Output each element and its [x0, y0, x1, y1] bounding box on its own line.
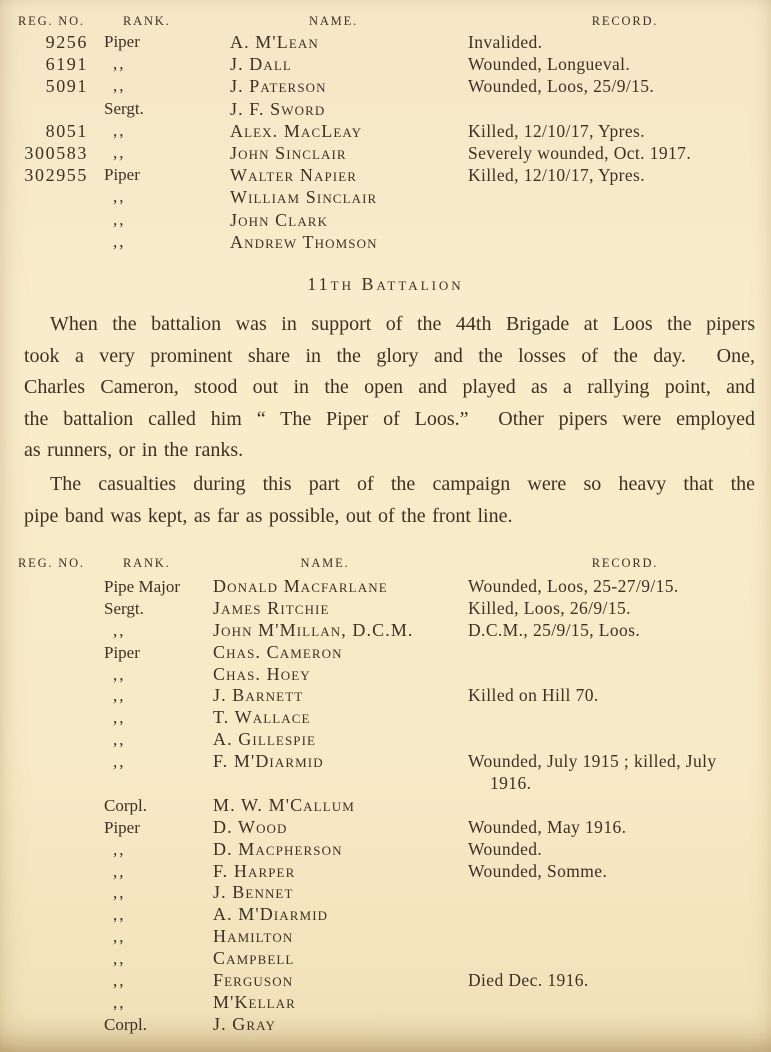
pipers-roster-table-1 — [0, 11, 771, 253]
paragraph-line: The casualties during this part of the campaign were so heavy that the — [50, 473, 755, 495]
rank-cell: ,, — [113, 949, 126, 969]
name-cell: A. Gillespie — [213, 729, 317, 750]
rank-cell: ,, — [113, 708, 126, 728]
name-cell: F. M'Diarmid — [213, 751, 324, 772]
reg-no-cell — [0, 861, 100, 883]
record-cell — [465, 948, 771, 970]
rank-cell: ,, — [113, 142, 126, 162]
table-row — [0, 817, 771, 839]
record-cell: Wounded, Longueval. — [468, 54, 631, 75]
reg-no-cell — [0, 231, 100, 253]
table-row — [0, 98, 771, 120]
rank-cell: ,, — [113, 231, 126, 251]
reg-no-cell — [0, 729, 100, 751]
name-cell: D. Macpherson — [213, 838, 343, 859]
record-cell — [465, 186, 771, 208]
reg-no-cell — [0, 620, 100, 642]
name-cell: Ferguson — [213, 970, 294, 991]
rank-cell: Corpl. — [104, 1014, 147, 1034]
record-cell — [465, 642, 771, 664]
record-cell: Killed, 12/10/17, Ypres. — [468, 120, 645, 141]
rank-cell: ,, — [113, 120, 126, 140]
record-cell — [465, 729, 771, 751]
rank-header: RANK. — [123, 556, 171, 570]
table-row — [0, 795, 771, 817]
record-cell — [465, 992, 771, 1014]
table-row — [0, 231, 771, 253]
name-cell: Hamilton — [213, 926, 294, 947]
reg-no-cell — [0, 642, 100, 664]
table-row — [0, 31, 771, 53]
record-cell: Severely wounded, Oct. 1917. — [468, 142, 692, 163]
name-cell: J. F. Sword — [230, 98, 326, 119]
name-cell: James Ritchie — [213, 597, 330, 618]
table-row — [0, 664, 771, 686]
reg-no-header: REG. NO. — [18, 556, 85, 570]
name-cell — [210, 773, 465, 795]
reg-no-header: REG. NO. — [18, 14, 85, 28]
record-cell — [465, 882, 771, 904]
record-cell — [465, 707, 771, 729]
reg-no-cell — [0, 664, 100, 686]
record-cell: Wounded, Loos, 25-27/9/15. — [468, 576, 679, 596]
reg-no-cell — [0, 795, 100, 817]
table-row — [0, 120, 771, 142]
rank-cell: ,, — [113, 54, 126, 74]
name-cell: Chas. Cameron — [213, 641, 343, 662]
rank-cell: ,, — [113, 992, 126, 1012]
table-row — [0, 729, 771, 751]
name-header: NAME. — [309, 14, 358, 28]
name-cell: J. Barnett — [213, 685, 304, 706]
reg-no-cell — [0, 992, 100, 1014]
name-cell: Walter Napier — [230, 165, 358, 186]
name-cell: M'Kellar — [213, 991, 296, 1012]
reg-no-cell — [0, 186, 100, 208]
rank-cell: Piper — [104, 642, 140, 662]
name-cell: J. Paterson — [230, 76, 327, 97]
table-row — [0, 861, 771, 883]
reg-no-cell — [0, 751, 100, 773]
rank-cell: ,, — [113, 861, 126, 881]
paragraph-line: pipe band was kept, as far as possible, out of the front line. — [24, 504, 513, 527]
rank-cell — [100, 773, 210, 795]
record-cell: Invalided. — [468, 32, 543, 52]
table-row — [0, 707, 771, 729]
table-row — [0, 53, 771, 75]
rank-header: RANK. — [123, 14, 171, 28]
rank-cell: Corpl. — [104, 795, 147, 815]
name-cell: Andrew Thomson — [230, 231, 378, 252]
record-cell: Killed, Loos, 26/9/15. — [468, 597, 631, 618]
table-row — [0, 620, 771, 642]
reg-no-cell: 302955 — [24, 165, 88, 186]
reg-no-cell: 5091 — [45, 76, 88, 97]
rank-cell: Piper — [104, 817, 140, 837]
rank-cell: ,, — [113, 76, 126, 96]
reg-no-cell — [0, 685, 100, 707]
record-cell: Killed, 12/10/17, Ypres. — [468, 165, 645, 186]
name-cell: A. M'Lean — [230, 32, 319, 52]
record-cell: 1916. — [490, 773, 532, 794]
table-row — [0, 598, 771, 620]
table-row — [0, 186, 771, 208]
rank-cell: Pipe Major — [104, 577, 181, 596]
name-cell: William Sinclair — [230, 187, 378, 208]
record-cell: Wounded, Somme. — [468, 860, 608, 881]
name-cell: D. Wood — [213, 816, 288, 837]
table-row — [0, 142, 771, 164]
table-body — [0, 576, 771, 1036]
table-row — [0, 839, 771, 861]
record-cell: Wounded. — [468, 838, 543, 859]
rank-cell: Piper — [104, 165, 140, 185]
paragraph-line: Charles Cameron, stood out in the open and played as a rallying point, and — [24, 376, 755, 398]
name-cell: J. Bennet — [213, 882, 294, 903]
reg-no-cell: 9256 — [45, 32, 88, 52]
record-cell — [465, 926, 771, 948]
table-row — [0, 209, 771, 231]
name-cell: A. M'Diarmid — [213, 904, 329, 925]
rank-cell: ,, — [113, 686, 126, 706]
record-header: RECORD. — [591, 556, 659, 570]
reg-no-cell — [0, 598, 100, 620]
table-row — [0, 164, 771, 186]
name-cell: Campbell — [213, 948, 295, 969]
table-row — [0, 773, 771, 795]
name-cell: T. Wallace — [213, 707, 311, 728]
table-row — [0, 75, 771, 97]
reg-no-cell: 6191 — [45, 54, 88, 75]
record-cell: Wounded, May 1916. — [468, 816, 627, 837]
rank-cell: ,, — [113, 209, 126, 229]
table-row — [0, 751, 771, 773]
rank-cell: ,, — [113, 752, 126, 772]
reg-no-cell — [0, 970, 100, 992]
record-cell: D.C.M., 25/9/15, Loos. — [468, 619, 641, 640]
rank-cell: ,, — [113, 187, 126, 207]
reg-no-cell — [0, 839, 100, 861]
table-row — [0, 948, 771, 970]
record-cell: Died Dec. 1916. — [468, 970, 589, 991]
rank-cell: ,, — [113, 839, 126, 859]
name-header: NAME. — [300, 556, 350, 570]
table-row — [0, 904, 771, 926]
rank-cell: ,, — [113, 883, 126, 903]
record-cell — [465, 1014, 771, 1036]
reg-no-cell — [0, 882, 100, 904]
record-cell — [465, 209, 771, 231]
table-row — [0, 1014, 771, 1036]
reg-no-cell — [0, 98, 100, 120]
reg-no-cell — [0, 948, 100, 970]
section-heading: 11th Battalion — [307, 274, 464, 294]
paragraph-line: took a very prominent share in the glory and the losses of the day. One, — [24, 344, 755, 367]
name-cell: Chas. Hoey — [213, 663, 311, 684]
record-cell — [465, 231, 771, 253]
reg-no-cell: 8051 — [45, 120, 88, 141]
reg-no-cell — [0, 707, 100, 729]
table-header-row — [0, 11, 771, 31]
name-cell: F. Harper — [213, 860, 296, 881]
paragraph-line: When the battalion was in support of the 44th Brigade at Loos the pipers — [50, 313, 755, 335]
record-cell — [465, 664, 771, 686]
name-cell: John Sinclair — [230, 142, 347, 163]
reg-no-cell — [0, 926, 100, 948]
table-row — [0, 992, 771, 1014]
record-cell — [465, 98, 771, 120]
name-cell: John M'Millan, D.C.M. — [213, 619, 414, 640]
record-cell: Wounded, July 1915 ; killed, July — [468, 751, 717, 772]
table-header-row — [0, 551, 771, 576]
rank-cell: Piper — [104, 32, 140, 51]
rank-cell: ,, — [113, 971, 126, 991]
record-cell — [465, 795, 771, 817]
record-cell: Killed on Hill 70. — [468, 685, 599, 706]
reg-no-cell — [0, 904, 100, 926]
name-cell: Alex. MacLeay — [230, 120, 363, 141]
rank-cell: ,, — [113, 620, 126, 640]
rank-cell: ,, — [113, 905, 126, 925]
table-row — [0, 576, 771, 598]
rank-cell: ,, — [113, 730, 126, 750]
record-cell: Wounded, Loos, 25/9/15. — [468, 76, 655, 97]
reg-no-cell: 300583 — [24, 142, 88, 163]
name-cell: J. Dall — [230, 54, 292, 75]
name-cell: J. Gray — [213, 1013, 276, 1034]
table-body — [0, 31, 771, 253]
reg-no-cell — [0, 576, 100, 598]
rank-cell: ,, — [113, 927, 126, 947]
reg-no-cell — [0, 209, 100, 231]
rank-cell: ,, — [113, 664, 126, 684]
paragraph-line: as runners, or in the ranks. — [24, 439, 244, 461]
rank-cell: Sergt. — [104, 598, 144, 618]
table-row — [0, 970, 771, 992]
table-row — [0, 926, 771, 948]
name-cell: Donald Macfarlane — [213, 576, 388, 596]
pipers-roster-table-2 — [0, 551, 771, 1036]
record-cell — [465, 904, 771, 926]
paragraph-1 — [24, 309, 755, 467]
table-row — [0, 882, 771, 904]
reg-no-cell — [0, 773, 100, 795]
table-row — [0, 642, 771, 664]
name-cell: M. W. M'Callum — [213, 794, 355, 815]
name-cell: John Clark — [230, 209, 329, 230]
reg-no-cell — [0, 1014, 100, 1036]
reg-no-cell — [0, 817, 100, 839]
rank-cell: Sergt. — [104, 98, 144, 118]
paragraph-2 — [24, 469, 755, 532]
table-row — [0, 685, 771, 707]
paragraph-line: the battalion called him “ The Piper of Loos.” Other pipers were employed — [24, 407, 755, 430]
record-header: RECORD. — [591, 14, 659, 28]
